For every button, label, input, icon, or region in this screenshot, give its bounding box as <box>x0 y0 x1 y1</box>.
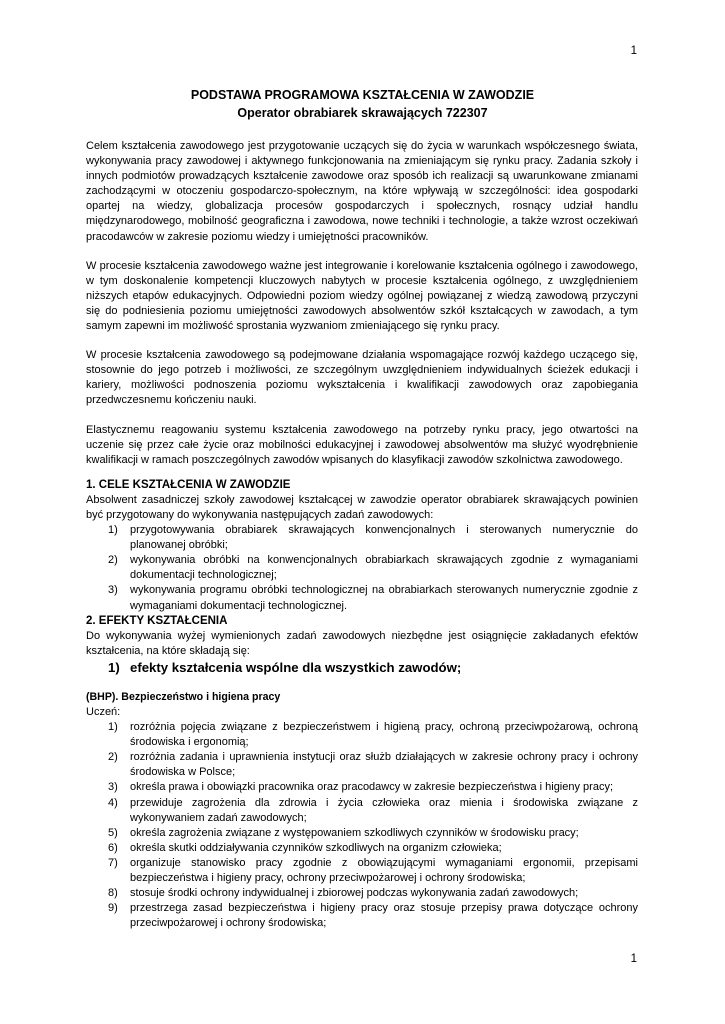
list-number: 7) <box>108 856 118 869</box>
outcome-group-heading <box>108 659 638 676</box>
list-number: 8) <box>108 887 118 900</box>
list-item <box>86 856 638 886</box>
list-text: rozróżnia zadania i uprawnienia instytucji oraz służb działających w zakresie ochrony pracy i ochrony środowiska w Polsce; <box>130 751 638 779</box>
list-number: 1) <box>108 524 118 537</box>
page-number-bottom: 1 <box>630 953 637 965</box>
list-number: 4) <box>108 796 118 809</box>
section-heading: 1. CELE KSZTAŁCENIA W ZAWODZIE <box>86 478 291 491</box>
list-text: przygotowywania obrabiarek skrawających konwencjonalnych i sterowanych numerycznie do planowanej obróbki; <box>130 524 638 552</box>
document-subtitle: Operator obrabiarek skrawających 722307 <box>237 106 488 120</box>
list-number: 2) <box>108 554 118 567</box>
section-intro: Absolwent zasadniczej szkoły zawodowej kształcącej w zawodzie operator obrabiarek skrawających powinien być przygotowany do wykonywania następujących zadań zawodowych: <box>86 493 638 521</box>
list-item <box>86 841 638 856</box>
list-text: stosuje środki ochrony indywidualnej i zbiorowej podczas wykonywania zadań zawodowych; <box>130 887 579 900</box>
list-text: wykonywania obróbki na konwencjonalnych obrabiarkach skrawających zgodnie z wymaganiami dokumentacji technologicznej; <box>130 554 638 582</box>
list-text: określa prawa i obowiązki pracownika oraz pracodawcy w zakresie bezpieczeństwa i higieny pracy; <box>130 781 614 794</box>
list-text: przestrzega zasad bezpieczeństwa i higieny pracy oraz stosuje przepisy prawa dotyczące ochrony przeciwpożarowej i ochrony środowiska; <box>130 902 638 930</box>
list-item <box>86 780 638 795</box>
list-item <box>86 583 638 613</box>
list-text: określa skutki oddziaływania czynników szkodliwych na organizm człowieka; <box>130 841 502 854</box>
list-item <box>86 796 638 826</box>
section-intro: Do wykonywania wyżej wymienionych zadań zawodowych niezbędne jest osiągnięcie zakładanych efektów kształcenia, na które składają się: <box>86 629 638 657</box>
list-number: 3) <box>108 584 118 597</box>
list-text: wykonywania programu obróbki technologicznej na obrabiarkach sterowanych numerycznie zgodnie z wymaganiami dokumentacji technologicznej. <box>130 584 638 612</box>
list-number: 9) <box>108 902 118 915</box>
subsection-heading: (BHP). Bezpieczeństwo i higiena pracy <box>86 690 281 703</box>
list-number: 1) <box>108 721 118 734</box>
list-text: rozróżnia pojęcia związane z bezpieczeństwem i higieną pracy, ochroną przeciwpożarową, ochroną środowiska i ergonomią; <box>130 721 638 749</box>
list-item <box>86 826 638 841</box>
paragraph: Celem kształcenia zawodowego jest przygotowanie uczących się do życia w warunkach współczesnego świata, wykonywania pracy zawodowej i aktywnego funkcjonowania na zmieniającym się rynku pracy. Zadania szkoły i innych podmiotów prowadzących kształcenie zawodowe oraz sposób ich realizacji są uwarunkowane zmianami zachodzącymi w otoczeniu gospodarczo-społecznym, na które wpływają w szczególności: idea gospodarki opartej na wiedzy, globalizacja procesów gospodarczych i społecznych, rosnący udział handlu międzynarodowego, mobilność geograficzna i zawodowa, nowe techniki i technologie, a także wzrost oczekiwań pracodawców w zakresie poziomu wiedzy i umiejętności pracowników. <box>86 140 638 243</box>
list-item <box>86 750 638 780</box>
outcome-group-title: efekty kształcenia wspólne dla wszystkich zawodów; <box>130 659 462 675</box>
list-item <box>86 901 638 931</box>
list-text: organizuje stanowisko pracy zgodnie z obowiązującymi wymaganiami ergonomii, przepisami bezpieczeństwa i higieny pracy, ochrony przeciwpożarowej i ochrony środowiska; <box>130 856 638 885</box>
list-item <box>86 886 638 901</box>
list-number: 2) <box>108 751 118 764</box>
list-item <box>86 523 638 553</box>
list-number: 6) <box>108 841 118 854</box>
task-list <box>86 523 638 614</box>
list-text: przewiduje zagrożenia dla zdrowia i życia człowieka oraz mienia i środowiska związane z wykonywaniem zadań zawodowych; <box>130 796 638 824</box>
learner-label: Uczeń: <box>86 706 121 718</box>
list-number: 3) <box>108 781 118 794</box>
paragraph: W procesie kształcenia zawodowego ważne jest integrowanie i korelowanie kształcenia ogólnego i zawodowego, w tym doskonalenie kompetencji kluczowych nabytych w procesie kształcenia ogólnego, z uwzględnieniem niższych etapów edukacyjnych. Odpowiedni poziom wiedzy ogólnej powiązanej z wiedzą zawodową przyczyni się do podniesienia poziomu umiejętności zawodowych absolwentów szkół kształcących w zawodach, a tym samym zapewni im możliwość sprostania wyzwaniom zmieniającego się rynku pracy. <box>86 259 638 333</box>
paragraph: Elastycznemu reagowaniu systemu kształcenia zawodowego na potrzeby rynku pracy, jego otwartości na uczenie się przez całe życie oraz mobilności edukacyjnej i zawodowej absolwentów ma służyć wyodrębnienie kwalifikacji w ramach poszczególnych zawodów wpisanych do klasyfikacji zawodów szkolnictwa zawodowego. <box>86 423 638 466</box>
list-item <box>86 553 638 583</box>
page-number-top: 1 <box>630 45 637 57</box>
paragraph: W procesie kształcenia zawodowego są podejmowane działania wspomagające rozwój każdego uczącego się, stosownie do jego potrzeb i możliwości, ze szczególnym uwzględnieniem indywidualnych ścieżek edukacji i kariery, możliwości podnoszenia poziomu wykształcenia i kwalifikacji zawodowych oraz zapobiegania przedwczesnemu kończeniu nauki. <box>86 349 638 407</box>
list-number: 1) <box>108 659 120 675</box>
list-number: 5) <box>108 826 118 839</box>
document-body <box>86 139 638 931</box>
section-heading: 2. EFEKTY KSZTAŁCENIA <box>86 614 228 627</box>
list-item <box>86 720 638 750</box>
outcome-list <box>86 720 638 931</box>
document-title: PODSTAWA PROGRAMOWA KSZTAŁCENIA W ZAWODZIE <box>190 88 535 102</box>
list-text: określa zagrożenia związane z występowaniem szkodliwych czynników w środowisku pracy; <box>130 826 579 839</box>
